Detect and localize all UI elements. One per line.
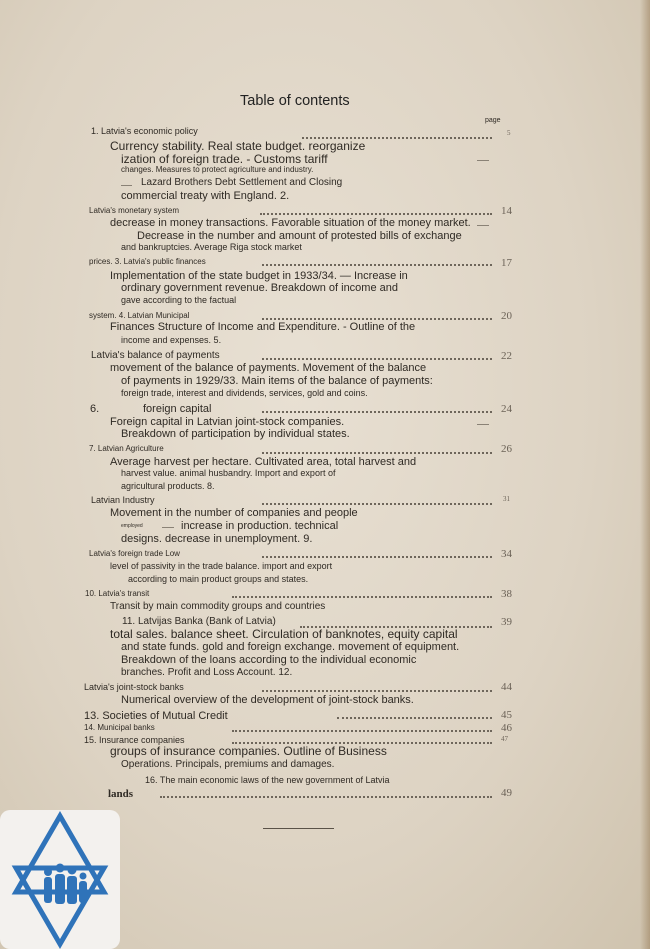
toc-line: level of passivity in the trade balance. import and export <box>110 561 333 571</box>
page-edge-shadow <box>640 0 650 949</box>
toc-heading[interactable]: 13. Societies of Mutual Credit <box>84 710 228 722</box>
toc-line: Operations. Principals, premiums and damages. <box>121 759 335 770</box>
toc-line: harvest value. animal husbandry. Import and export of <box>121 468 336 478</box>
toc-line: decrease in money transactions. Favorable situation of the money market. <box>110 217 471 229</box>
toc-line: increase in production. technical <box>181 520 339 532</box>
leader-dots <box>160 786 492 798</box>
leader-dots <box>232 586 492 598</box>
page-column-label: page <box>485 117 501 124</box>
toc-line: movement of the balance of payments. Movement of the balance <box>110 362 427 374</box>
leader-dots <box>232 732 492 744</box>
toc-line: and bankruptcies. Average Riga stock market <box>121 242 302 252</box>
toc-line: Transit by main commodity groups and countries <box>110 601 326 612</box>
toc-line: according to main product groups and states. <box>128 574 309 584</box>
toc-page-number: 49 <box>501 787 512 799</box>
toc-line: gave according to the factual <box>121 295 237 305</box>
toc-line: Numerical overview of the development of joint-stock banks. <box>121 694 414 706</box>
toc-heading[interactable]: prices. 3. Latvia's public finances <box>89 257 206 266</box>
leader-dots <box>262 308 492 320</box>
toc-line: and state funds. gold and foreign exchange. movement of equipment. <box>121 641 460 653</box>
toc-heading[interactable]: 1. Latvia's economic policy <box>91 126 198 136</box>
toc-line: Implementation of the state budget in 1933/34. — Increase in <box>110 270 408 282</box>
toc-heading[interactable]: Latvia's monetary system <box>89 206 180 215</box>
toc-line: Breakdown of participation by individual states. <box>121 428 350 440</box>
toc-line: ization of foreign trade. - Customs tariff <box>121 152 328 166</box>
toc-line: employed <box>121 523 143 529</box>
leader-dots <box>262 442 492 454</box>
toc-page-number: 45 <box>501 709 512 721</box>
toc-line: ordinary government revenue. Breakdown of income and <box>121 282 398 294</box>
toc-page-number: 38 <box>501 588 512 600</box>
toc-heading[interactable]: 10. Latvia's transit <box>85 589 150 598</box>
leader-dots <box>262 348 492 360</box>
toc-heading[interactable]: foreign capital <box>143 403 212 415</box>
toc-line: foreign trade, interest and dividends, services, gold and coins. <box>121 388 368 398</box>
toc-line: Currency stability. Real state budget. reorganize <box>110 139 366 153</box>
toc-heading[interactable]: 11. Latvijas Banka (Bank of Latvia) <box>122 616 276 627</box>
toc-line: Breakdown of the loans according to the individual economic <box>121 654 417 666</box>
leader-dots <box>337 707 492 719</box>
toc-line: Decrease in the number and amount of protested bills of exchange <box>137 230 462 242</box>
toc-line: Foreign capital in Latvian joint-stock companies. <box>110 416 345 428</box>
toc-heading[interactable]: Latvia's balance of payments <box>91 350 220 361</box>
toc-line: groups of insurance companies. Outline of Business <box>110 744 387 758</box>
toc-line: Finances Structure of Income and Expenditure. - Outline of the <box>110 321 416 333</box>
dash-mark <box>162 527 174 528</box>
toc-heading[interactable]: Latvia's joint-stock banks <box>84 682 184 692</box>
toc-line: Movement in the number of companies and people <box>110 507 358 519</box>
toc-line: total sales. balance sheet. Circulation of banknotes, equity capital <box>110 627 458 641</box>
toc-heading[interactable]: 14. Municipal banks <box>84 723 155 732</box>
toc-page-number: 22 <box>501 350 512 362</box>
toc-line: agricultural products. 8. <box>121 481 215 491</box>
toc-heading[interactable]: system. 4. Latvian Municipal <box>89 311 190 320</box>
toc-heading[interactable]: Latvia's foreign trade Low <box>89 549 180 558</box>
leader-dots <box>262 493 492 505</box>
toc-page-number: 34 <box>501 548 512 560</box>
toc-heading[interactable]: 15. Insurance companies <box>84 735 185 745</box>
toc-line: commercial treaty with England. 2. <box>121 190 290 202</box>
leader-dots <box>232 720 492 732</box>
toc-line: designs. decrease in unemployment. 9. <box>121 533 313 545</box>
leader-dots <box>262 401 492 413</box>
leader-dots <box>302 127 492 139</box>
leader-dots <box>262 254 492 266</box>
toc-line: income and expenses. 5. <box>121 335 222 345</box>
toc-line: lands <box>108 788 134 800</box>
toc-page-number: 47 <box>501 735 508 743</box>
toc-line: changes. Measures to protect agriculture and industry. <box>121 165 314 174</box>
toc-page-number: 26 <box>501 443 512 455</box>
dash-mark <box>477 225 489 226</box>
star-of-david-family-logo <box>0 810 120 949</box>
dash-mark <box>121 185 132 186</box>
toc-page-number: 5 <box>507 129 511 137</box>
toc-line: Lazard Brothers Debt Settlement and Closing <box>141 177 343 188</box>
end-rule <box>263 828 334 829</box>
toc-page-number: 31 <box>503 495 510 503</box>
toc-heading[interactable]: Latvian Industry <box>91 495 155 505</box>
toc-heading[interactable]: 16. The main economic laws of the new government of Latvia <box>145 775 390 785</box>
toc-line: Average harvest per hectare. Cultivated area, total harvest and <box>110 456 417 468</box>
dash-mark <box>477 160 489 161</box>
toc-line: of payments in 1929/33. Main items of the balance of payments: <box>121 375 433 387</box>
toc-page-number: 14 <box>501 205 512 217</box>
dash-mark <box>477 424 489 425</box>
toc-line: branches. Profit and Loss Account. 12. <box>121 667 293 678</box>
page-title: Table of contents <box>240 93 350 109</box>
leader-dots <box>260 203 492 215</box>
toc-page-number: 17 <box>501 257 512 269</box>
toc-page-number: 39 <box>501 616 512 628</box>
leader-dots <box>262 680 492 692</box>
toc-heading[interactable]: 7. Latvian Agriculture <box>89 444 164 453</box>
leader-dots <box>262 546 492 558</box>
toc-page-number: 24 <box>501 403 512 415</box>
toc-page-number: 44 <box>501 681 512 693</box>
toc-page-number: 20 <box>501 310 512 322</box>
toc-page-number: 46 <box>501 722 512 734</box>
toc-heading-number: 6. <box>90 403 100 415</box>
